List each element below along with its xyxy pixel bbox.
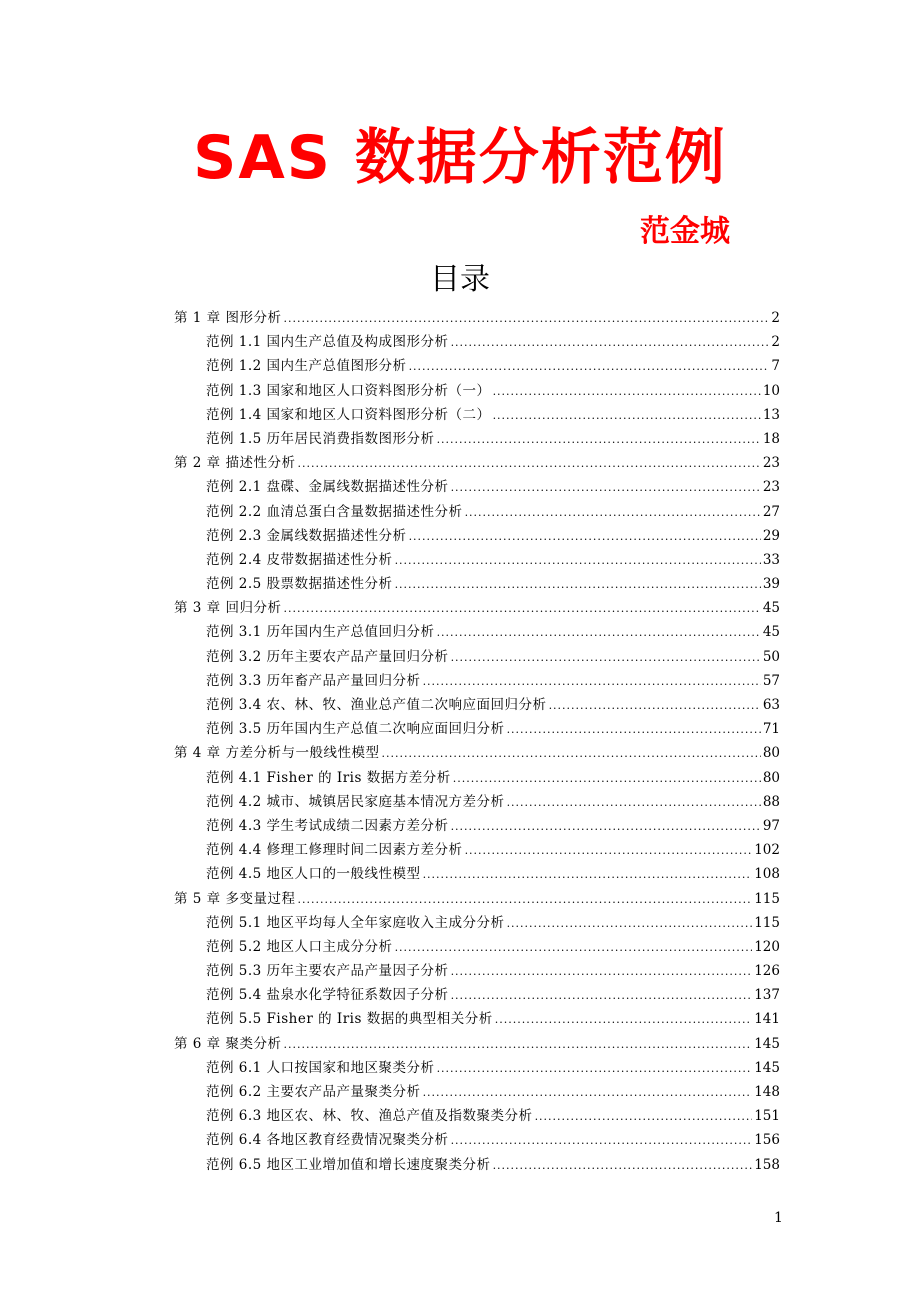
toc-dot-leader [507, 791, 761, 815]
toc-entry-page: 115 [754, 890, 780, 907]
toc-entry-page: 2 [771, 334, 780, 351]
toc-entry-page: 158 [754, 1156, 780, 1173]
toc-example-entry[interactable] [174, 693, 780, 717]
toc-entry-page: 2 [771, 310, 780, 326]
toc-entry-label: 范例 3.2 历年主要农产品产量回归分析 [206, 648, 449, 665]
toc-example-entry[interactable] [174, 911, 780, 935]
toc-entry-label: 范例 6.5 地区工业增加值和增长速度聚类分析 [206, 1156, 491, 1173]
toc-chapter-entry[interactable] [174, 306, 780, 330]
toc-dot-leader [495, 1008, 753, 1032]
toc-dot-leader [437, 621, 761, 645]
toc-dot-leader [451, 646, 761, 670]
toc-entry-page: 7 [771, 358, 780, 375]
toc-entry-label: 范例 2.5 股票数据描述性分析 [206, 576, 393, 593]
toc-entry-page: 141 [754, 1011, 780, 1028]
toc-example-entry[interactable] [174, 379, 780, 403]
toc-entry-page: 88 [762, 793, 780, 810]
toc-entry-label: 第 1 章 图形分析 [174, 310, 282, 326]
toc-example-entry[interactable] [174, 620, 780, 644]
toc-dot-leader [423, 1081, 753, 1105]
toc-example-entry[interactable] [174, 548, 780, 572]
toc-entry-page: 57 [762, 672, 780, 689]
toc-entry-page: 50 [762, 648, 780, 665]
toc-entry-page: 80 [762, 769, 780, 786]
toc-example-entry[interactable] [174, 766, 780, 790]
toc-dot-leader [451, 815, 761, 839]
toc-example-entry[interactable] [174, 1080, 780, 1104]
toc-dot-leader [409, 525, 761, 549]
toc-example-entry[interactable] [174, 959, 780, 983]
toc-entry-page: 71 [762, 721, 780, 738]
toc-dot-leader [451, 1129, 753, 1153]
toc-example-entry[interactable] [174, 838, 780, 862]
toc-entry-label: 范例 4.1 Fisher 的 Iris 数据方差分析 [206, 769, 451, 786]
toc-entry-label: 范例 5.2 地区人口主成分分析 [206, 938, 393, 955]
toc-entry-page: 45 [762, 600, 780, 617]
toc-dot-leader [395, 573, 761, 597]
document-author: 范金城 [640, 214, 730, 249]
toc-example-entry[interactable] [174, 500, 780, 524]
toc-entry-label: 范例 6.2 主要农产品产量聚类分析 [206, 1084, 421, 1100]
toc-chapter-entry[interactable] [174, 596, 780, 620]
toc-dot-leader [437, 1057, 753, 1081]
toc-dot-leader [451, 984, 753, 1008]
toc-entry-label: 范例 5.3 历年主要农产品产量因子分析 [206, 963, 449, 980]
toc-entry-label: 范例 2.4 皮带数据描述性分析 [206, 551, 393, 568]
toc-entry-page: 33 [762, 551, 780, 568]
toc-dot-leader [549, 694, 761, 718]
toc-entry-label: 范例 2.1 盘碟、金属线数据描述性分析 [206, 479, 449, 496]
toc-entry-label: 范例 1.5 历年居民消费指数图形分析 [206, 430, 435, 447]
toc-example-entry[interactable] [174, 983, 780, 1007]
toc-example-entry[interactable] [174, 330, 780, 354]
toc-example-entry[interactable] [174, 1128, 780, 1152]
toc-dot-leader [451, 476, 761, 500]
toc-entry-page: 137 [754, 987, 780, 1004]
toc-entry-page: 115 [754, 914, 780, 931]
toc-example-entry[interactable] [174, 354, 780, 378]
toc-dot-leader [423, 863, 753, 887]
toc-entry-page: 145 [754, 1035, 780, 1052]
toc-entry-page: 108 [754, 866, 780, 883]
toc-entry-label: 范例 3.1 历年国内生产总值回归分析 [206, 624, 435, 641]
toc-entry-page: 45 [762, 624, 780, 641]
toc-dot-leader [507, 912, 753, 936]
toc-entry-label: 范例 1.1 国内生产总值及构成图形分析 [206, 334, 449, 351]
toc-dot-leader [297, 452, 760, 476]
toc-example-entry[interactable] [174, 1153, 780, 1177]
toc-chapter-entry[interactable] [174, 741, 780, 765]
toc-dot-leader [297, 888, 752, 912]
page-number: 1 [774, 1210, 783, 1226]
toc-entry-page: 13 [762, 406, 780, 423]
toc-example-entry[interactable] [174, 717, 780, 741]
toc-entry-label: 范例 3.3 历年畜产品产量回归分析 [206, 672, 421, 689]
toc-example-entry[interactable] [174, 862, 780, 886]
toc-example-entry[interactable] [174, 1007, 780, 1031]
toc-entry-page: 148 [754, 1084, 780, 1100]
toc-entry-page: 126 [754, 963, 780, 980]
toc-dot-leader [283, 1033, 752, 1057]
toc-entry-label: 范例 5.1 地区平均每人全年家庭收入主成分分析 [206, 914, 505, 931]
toc-example-entry[interactable] [174, 403, 780, 427]
toc-entry-label: 范例 6.4 各地区教育经费情况聚类分析 [206, 1132, 449, 1149]
toc-entry-page: 80 [762, 745, 780, 762]
toc-dot-leader [507, 718, 761, 742]
table-of-contents [174, 306, 780, 1177]
toc-entry-page: 10 [762, 382, 780, 399]
toc-chapter-entry[interactable] [174, 887, 780, 911]
toc-entry-page: 151 [754, 1108, 780, 1125]
toc-example-entry[interactable] [174, 669, 780, 693]
toc-dot-leader [493, 404, 761, 428]
toc-chapter-entry[interactable] [174, 1032, 780, 1056]
toc-entry-page: 39 [762, 576, 780, 593]
toc-dot-leader [465, 501, 761, 525]
toc-entry-page: 63 [762, 697, 780, 713]
toc-entry-page: 29 [762, 527, 780, 544]
toc-entry-label: 范例 3.4 农、林、牧、渔业总产值二次响应面回归分析 [206, 697, 547, 713]
toc-example-entry[interactable] [174, 475, 780, 499]
toc-example-entry[interactable] [174, 572, 780, 596]
toc-entry-label: 范例 4.5 地区人口的一般线性模型 [206, 866, 421, 883]
toc-entry-label: 范例 1.3 国家和地区人口资料图形分析（一） [206, 382, 491, 399]
toc-example-entry[interactable] [174, 645, 780, 669]
toc-example-entry[interactable] [174, 935, 780, 959]
toc-dot-leader [409, 355, 770, 379]
toc-entry-label: 第 5 章 多变量过程 [174, 890, 296, 907]
toc-entry-label: 范例 5.5 Fisher 的 Iris 数据的典型相关分析 [206, 1011, 493, 1028]
document-title: SAS 数据分析范例 [193, 123, 727, 193]
toc-dot-leader [423, 670, 761, 694]
toc-entry-label: 范例 3.5 历年国内生产总值二次响应面回归分析 [206, 721, 505, 738]
toc-example-entry[interactable] [174, 524, 780, 548]
toc-entry-label: 范例 4.2 城市、城镇居民家庭基本情况方差分析 [206, 793, 505, 810]
toc-example-entry[interactable] [174, 814, 780, 838]
toc-heading: 目录 [430, 262, 490, 297]
toc-example-entry[interactable] [174, 790, 780, 814]
toc-dot-leader [465, 839, 753, 863]
toc-entry-label: 第 6 章 聚类分析 [174, 1035, 282, 1052]
toc-entry-label: 范例 2.2 血清总蛋白含量数据描述性分析 [206, 503, 463, 520]
toc-entry-page: 145 [754, 1059, 780, 1076]
toc-dot-leader [535, 1105, 753, 1129]
toc-entry-label: 范例 5.4 盐泉水化学特征系数因子分析 [206, 987, 449, 1004]
toc-entry-page: 120 [754, 938, 780, 955]
toc-chapter-entry[interactable] [174, 451, 780, 475]
toc-dot-leader [381, 742, 760, 766]
toc-dot-leader [451, 960, 753, 984]
toc-entry-label: 第 2 章 描述性分析 [174, 455, 296, 472]
toc-entry-label: 范例 1.4 国家和地区人口资料图形分析（二） [206, 406, 491, 423]
toc-entry-label: 第 4 章 方差分析与一般线性模型 [174, 745, 380, 762]
toc-dot-leader [493, 380, 761, 404]
toc-entry-page: 18 [762, 430, 780, 447]
toc-entry-label: 第 3 章 回归分析 [174, 600, 282, 617]
toc-dot-leader [395, 549, 761, 573]
toc-dot-leader [451, 331, 770, 355]
toc-dot-leader [283, 307, 769, 331]
toc-entry-label: 范例 4.3 学生考试成绩二因素方差分析 [206, 817, 449, 834]
toc-dot-leader [395, 936, 753, 960]
toc-entry-page: 102 [754, 842, 780, 859]
toc-entry-page: 156 [754, 1132, 780, 1149]
toc-dot-leader [283, 597, 760, 621]
toc-entry-page: 27 [762, 503, 780, 520]
toc-entry-label: 范例 6.3 地区农、林、牧、渔总产值及指数聚类分析 [206, 1108, 533, 1125]
toc-entry-page: 97 [762, 817, 780, 834]
toc-example-entry[interactable] [174, 427, 780, 451]
toc-dot-leader [437, 428, 761, 452]
toc-entry-label: 范例 1.2 国内生产总值图形分析 [206, 358, 407, 375]
toc-entry-page: 23 [762, 455, 780, 472]
toc-entry-label: 范例 6.1 人口按国家和地区聚类分析 [206, 1059, 435, 1076]
toc-entry-label: 范例 4.4 修理工修理时间二因素方差分析 [206, 842, 463, 859]
toc-example-entry[interactable] [174, 1104, 780, 1128]
toc-example-entry[interactable] [174, 1056, 780, 1080]
toc-entry-label: 范例 2.3 金属线数据描述性分析 [206, 527, 407, 544]
toc-entry-page: 23 [762, 479, 780, 496]
toc-dot-leader [453, 767, 761, 791]
toc-dot-leader [493, 1154, 753, 1178]
